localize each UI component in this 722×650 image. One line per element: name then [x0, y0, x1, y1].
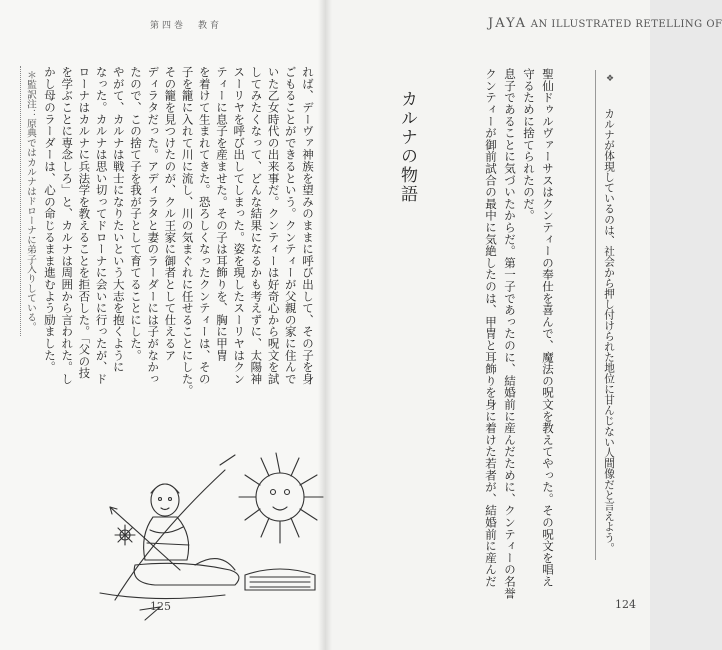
right-page-number: 124	[615, 598, 636, 611]
text-line: たので、この捨て子を我が子として育てることにした。	[129, 66, 143, 361]
text-line: してみたくなって、どんな結果になるかも考えずに、太陽神	[249, 66, 264, 385]
text-line: を学ぶことに専念しろ」と、カルナは周囲から言われた。し	[60, 66, 75, 385]
left-running-head: 第四巻 教育	[150, 21, 223, 31]
text-line: かし母のラーダーは、心の命じるまま進むよう励ました。	[43, 66, 57, 373]
text-line: その籠を見つけたのが、クル王家に御者として仕えるア	[163, 66, 178, 361]
text-line: れば、デーヴァ神族を望みのままに呼び出して、その子を身	[301, 66, 315, 385]
karna-illustration	[95, 425, 325, 625]
text-line: ティーに息子を産ませた。その子は耳飾りを、胸に甲冑	[215, 66, 229, 361]
text-line: ごもることができるという。クンティーが父親の家に住んで	[283, 66, 298, 385]
text-line: クンティーが御前試合の最中に気絶したのは、甲冑と耳飾りを身に着けた若者が、結婚前に産んだ	[484, 68, 498, 588]
text-line: ディラタだった。アディラタと妻のラーダーには子がなかっ	[146, 66, 161, 385]
left-page	[0, 0, 325, 650]
text-line: 子を籠に入れて川に流し、川の気まぐれに任せることにした。	[180, 66, 195, 397]
right-running-head	[488, 16, 722, 31]
text-line: を着けて生まれてきた。恐ろしくなったクンティーは、その	[197, 66, 212, 385]
text-line: 守るために捨てられたのだ。	[522, 68, 536, 222]
text-line: ローナはカルナに兵法学を教えることを拒否した。「父の技	[77, 66, 92, 379]
left-page-number: 125	[150, 600, 171, 613]
chapter-title: カルナの物語	[397, 90, 417, 204]
text-line: 息子であることに気づいたからだ。第一子であったのに、結婚前に産んだために、クンティーの名誉	[503, 68, 517, 599]
book-gutter	[318, 0, 332, 650]
text-line: 聖仙ドゥルヴァーサスはクンティーの奉仕を喜んで、魔法の呪文を教えてやった。その呪文を唱え	[541, 68, 555, 588]
text-line: なった。カルナは思い切ってドローナに会いに行ったが、ド	[94, 66, 109, 385]
text-line: スーリヤを呼び出してしまった。姿を現したスーリヤはクン	[232, 66, 247, 385]
running-head-rest: AN ILLUSTRATED RETELLING OF	[530, 19, 722, 30]
text-line: いた乙女時代の出来事だ。クンティーは好奇心から呪文を試	[266, 66, 281, 385]
diamond-icon: ❖	[605, 74, 615, 84]
sidebar-box	[595, 70, 622, 560]
text-line: やがて、カルナは戦士になりたいという大志を抱くように	[111, 66, 126, 373]
sun-face-icon	[239, 453, 323, 543]
translator-note-text: ＊監訳注：原典ではカルナはドローナに弟子入りしている。	[25, 70, 36, 332]
running-head-jaya: JAYA	[488, 16, 528, 31]
sidebar-text: カルナが体現しているのは、社会から押し付けられた地位に甘んじない人間像だと言えよう。	[603, 108, 615, 554]
